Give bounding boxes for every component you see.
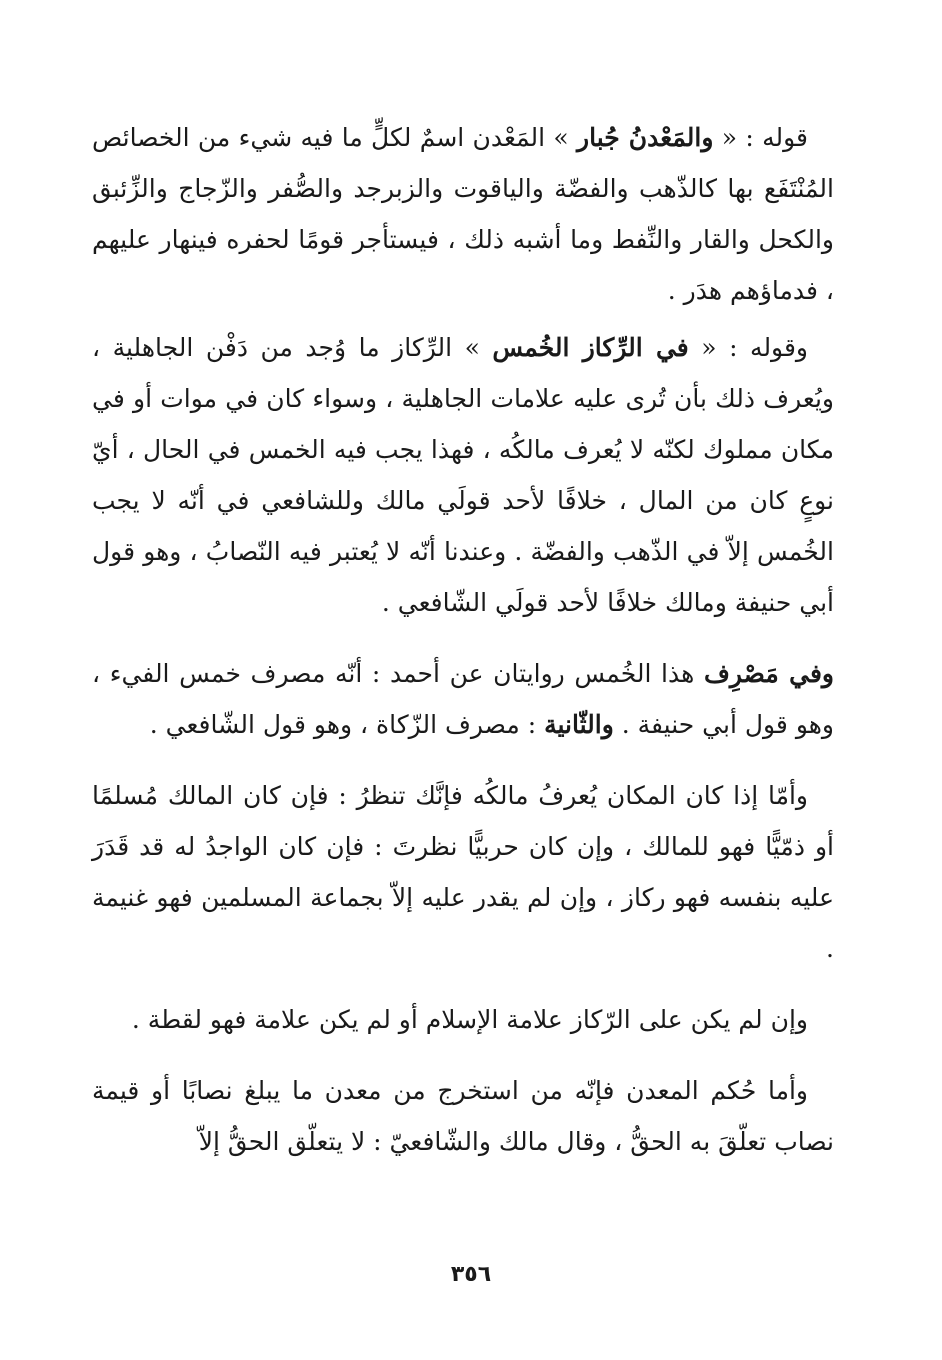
text-segment: وأما حُكم المعدن فإنّه من استخرج من معدن ما يبلغ نصابًا أو قيمة نصاب تعلّقَ به الحقُّ ، وقال مالك والشّافعيّ : لا يتعلّق الحقُّ إلاّ (92, 1076, 834, 1156)
text-segment: وقوله : « (688, 333, 808, 362)
paragraph-6 (92, 1065, 834, 1167)
page-number: ٣٥٦ (450, 1262, 492, 1287)
text-segment: وإن لم يكن على الرّكاز علامة الإسلام أو لم يكن علامة فهو لقطة . (131, 1005, 808, 1034)
bold-term: والمَعْدنُ جُبار (577, 123, 714, 152)
bold-term: في الرِّكاز الخُمس (492, 333, 689, 362)
paragraph-2 (92, 322, 834, 628)
text-segment: : مصرف الزّكاة ، وهو قول الشّافعي . (149, 710, 545, 739)
paragraph-5 (92, 994, 834, 1045)
text-segment: » المَعْدن اسمٌ لكلٍّ ما فيه شيء من الخصائص المُنْتَفَع بها كالذّهب والفضّة والياقوت والزبرجد والصُّفر والزّجاج والزِّئبق والكحل والقار والنِّفط وما أشبه ذلك ، فيستأجر قومًا لحفره فينهار عليهم ، فدماؤهم هدَر . (92, 123, 834, 305)
bold-term: وفي مَصْرِف (703, 659, 834, 688)
paragraph-3 (92, 648, 834, 750)
bold-term: والثّانية (544, 710, 614, 739)
text-segment: وأمّا إذا كان المكان يُعرفُ مالكُه فإنَّك تنظرُ : فإن كان المالك مُسلمًا أو ذمّيًّا فهو للمالك ، وإن كان حربيًّا نظرتَ : فإن كان الواجدُ له قد قَدَرَ عليه بنفسه فهو ركاز ، وإن لم يقدر عليه إلاّ بجماعة المسلمين فهو غنيمة . (92, 781, 834, 963)
page-body (92, 112, 834, 1167)
text-segment: هذا الخُمس روايتان عن أحمد : أنّه مصرف خمس الفيء ، وهو قول أبي حنيفة . (92, 659, 834, 739)
paragraph-1 (92, 112, 834, 316)
text-segment: » الرِّكاز ما وُجد من دَفْن الجاهلية ، ويُعرف ذلك بأن تُرى عليه علامات الجاهلية ، وسواء كان في موات أو في مكان مملوك لكنّه لا يُعرف مالكُه ، فهذا يجب فيه الخمس في الحال ، أيّ نوعٍ كان من المال ، خلافًا لأحد قولَي مالك وللشافعي في أنّه لا يجب الخُمس إلاّ في الذّهب والفضّة . وعندنا أنّه لا يُعتبر فيه النّصابُ ، وهو قول أبي حنيفة ومالك خلافًا لأحد قولَي الشّافعي . (92, 333, 834, 617)
paragraph-4 (92, 770, 834, 974)
text-segment: قوله : « (713, 123, 809, 152)
